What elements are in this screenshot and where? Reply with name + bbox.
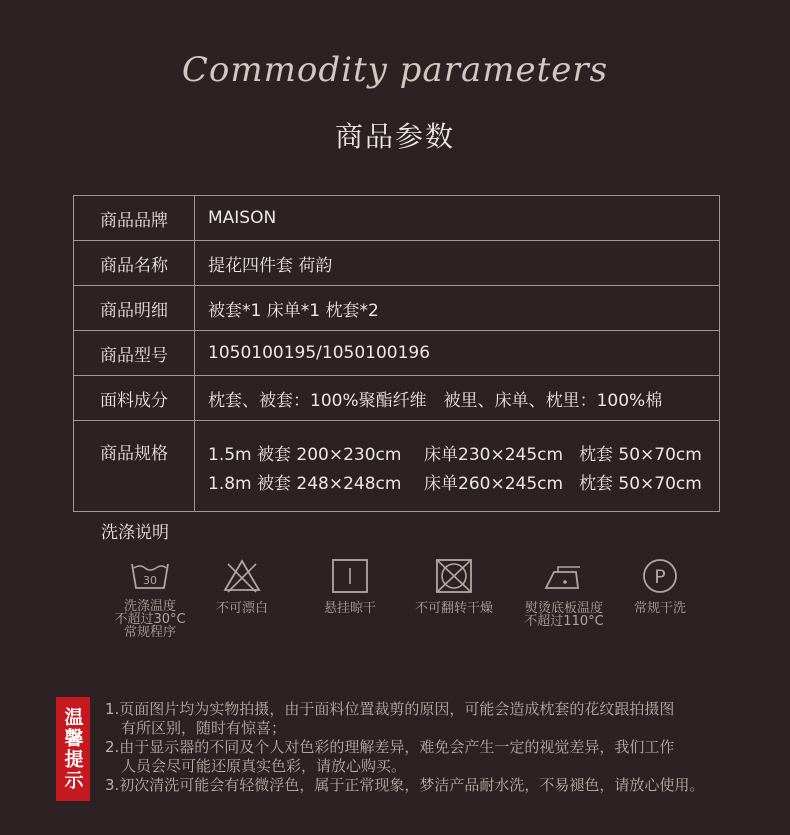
tip-line: 有所区别，随时有惊喜； — [121, 719, 287, 737]
spec-line — [208, 440, 718, 465]
tips-badge: 温馨提示 — [56, 697, 90, 801]
param-value: 提花四件套 荷韵 — [195, 241, 720, 286]
wash-title: 洗涤说明 — [101, 523, 169, 543]
wash-label: 不可漂白 — [215, 601, 268, 616]
param-key: 面料成分 — [74, 376, 195, 421]
wash-item — [514, 558, 614, 628]
param-key: 商品型号 — [74, 331, 195, 376]
tip-line: 2.由于显示器的不同及个人对色彩的理解差异，难免会产生一定的视觉差异，我们工作 — [105, 738, 675, 756]
wash-item — [100, 558, 200, 639]
wash-item — [308, 558, 392, 615]
param-value: 被套*1 床单*1 枕套*2 — [195, 286, 720, 331]
param-value: 1050100195/1050100196 — [195, 331, 720, 376]
no-bleach-icon — [222, 558, 262, 594]
iron-icon — [542, 558, 586, 594]
wash-badge-text: 30 — [143, 574, 157, 587]
tips-text — [105, 700, 704, 795]
spec-pillow: 枕套 50×70cm — [579, 445, 702, 465]
wash-item — [620, 558, 700, 615]
table-row — [74, 376, 720, 421]
tip-line: 人员会尽可能还原真实色彩，请放心购买。 — [121, 757, 407, 775]
spec-sheet: 床单230×245cm — [424, 445, 564, 465]
wash-label: 熨烫底板温度 不超过110°C — [524, 601, 604, 629]
tip-line: 1.页面图片均为实物拍摄，由于面料位置裁剪的原因，可能会造成枕套的花纹跟拍摄图 — [105, 700, 675, 718]
wash-label: 常规干洗 — [633, 601, 686, 616]
table-row — [74, 421, 720, 512]
param-key: 商品品牌 — [74, 196, 195, 241]
spec-size: 1.5m 被套 200×230cm — [208, 445, 402, 465]
dry-clean-letter: P — [654, 566, 666, 588]
script-title: Commodity parameters — [181, 50, 609, 90]
table-row — [74, 241, 720, 286]
param-value: MAISON — [195, 196, 720, 241]
wash-label: 洗涤温度 不超过30°C 常规程序 — [114, 599, 186, 640]
param-key: 商品规格 — [74, 421, 195, 512]
spec-values — [195, 421, 720, 512]
param-key: 商品明细 — [74, 286, 195, 331]
table-row — [74, 286, 720, 331]
wash-item — [200, 558, 284, 615]
param-value: 枕套、被套：100%聚酯纤维 被里、床单、枕里：100%棉 — [195, 376, 720, 421]
hang-dry-icon — [330, 558, 370, 594]
param-key: 商品名称 — [74, 241, 195, 286]
wash-label: 不可翻转干燥 — [414, 601, 493, 616]
params-table — [73, 195, 720, 512]
tip-line: 3.初次清洗可能会有轻微浮色，属于正常现象，梦洁产品耐水洗，不易褪色，请放心使用。 — [105, 776, 705, 794]
no-tumble-dry-icon — [434, 558, 474, 594]
spec-line — [208, 469, 718, 494]
table-row — [74, 196, 720, 241]
page-title: 商品参数 — [334, 120, 455, 153]
table-row — [74, 331, 720, 376]
spec-size: 1.8m 被套 248×248cm — [208, 474, 402, 494]
wash-30-icon — [130, 558, 170, 592]
spec-sheet: 床单260×245cm — [424, 474, 564, 494]
wash-item — [404, 558, 504, 615]
wash-label: 悬挂晾干 — [323, 601, 376, 616]
spec-pillow: 枕套 50×70cm — [579, 474, 702, 494]
dry-clean-icon — [640, 558, 680, 594]
